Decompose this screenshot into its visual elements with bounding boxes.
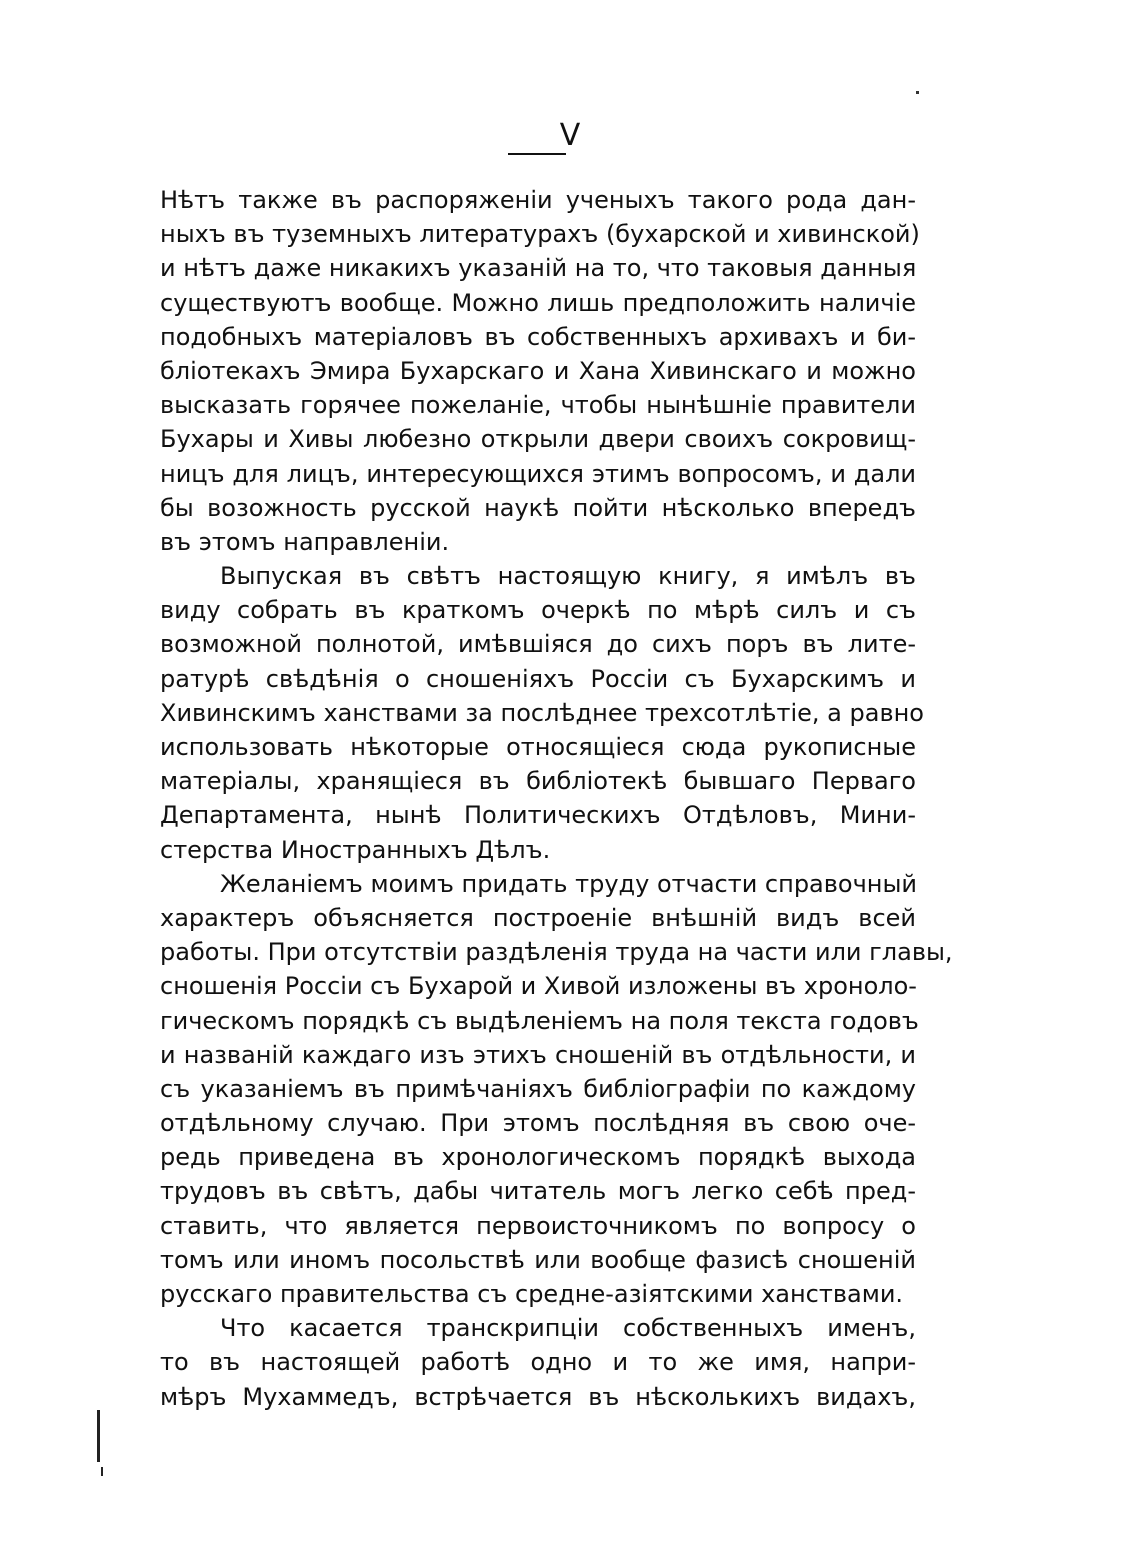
text-line: Хивинскимъ ханствами за послѣднее трехсотлѣтіе, а равно [160,698,924,727]
text-line: бліотекахъ Эмира Бухарскаго и Хана Хивинскаго и можно [160,356,916,385]
text-line: и нѣтъ даже никакихъ указаній на то, что таковыя данныя [160,254,917,283]
page-number: V [559,118,581,153]
text-line: существуютъ вообще. Можно лишь предположить наличіе [160,288,916,317]
text-line: ницъ для лицъ, интересующихся этимъ вопросомъ, и дали [160,459,916,488]
margin-scan-mark [97,1410,100,1462]
page-number-rule [508,153,566,155]
text-line: ратурѣ свѣдѣнія о сношеніяхъ Россіи съ Бухарскимъ и [160,664,916,693]
text-line: томъ или иномъ посольствѣ или вообще фазисѣ сношеній [160,1245,916,1274]
text-line: матеріалы, хранящіеся въ библіотекѣ бывшаго Перваго [160,767,916,796]
text-line: гическомъ порядкѣ съ выдѣленіемъ на поля текста годовъ [160,1006,919,1035]
text-line: Бухары и Хивы любезно открыли двери своихъ сокровищ- [160,425,916,454]
text-line: высказать горячее пожеланіе, чтобы нынѣшніе правители [160,391,916,420]
text-line: Что касается транскрипціи собственныхъ именъ, [220,1314,916,1343]
text-line: виду собрать въ краткомъ очеркѣ по мѣрѣ силъ и съ [160,596,916,625]
text-line: работы. При отсутствіи раздѣленія труда на части или главы, [160,938,953,967]
text-line: мѣръ Мухаммедъ, встрѣчается въ нѣсколькихъ видахъ, [160,1382,916,1411]
text-line: въ этомъ направленіи. [160,527,450,556]
text-line: Нѣтъ также въ распоряженіи ученыхъ такого рода дан- [160,186,916,214]
margin-scan-dot [101,1467,103,1476]
text-line: Желаніемъ моимъ придать труду отчасти справочный [220,869,918,898]
text-line: редь приведена въ хронологическомъ порядкѣ выхода [160,1143,916,1172]
text-line: трудовъ въ свѣтъ, дабы читатель могъ легко себѣ пред- [160,1177,916,1206]
text-line: ныхъ въ туземныхъ литературахъ (бухарской и хивинской) [160,220,920,249]
text-line: съ указаніемъ въ примѣчаніяхъ библіографіи по каждому [160,1074,916,1103]
text-line: бы возожность русской наукѣ пойти нѣсколько впередъ [160,493,916,522]
text-line: и названій каждаго изъ этихъ сношеній въ отдѣльности, и [160,1040,916,1069]
scan-speck [916,91,919,94]
text-line: подобныхъ матеріаловъ въ собственныхъ архивахъ и би- [160,322,916,351]
text-line: Выпуская въ свѣтъ настоящую книгу, я имѣлъ въ [220,562,916,591]
text-line: использовать нѣкоторые относящіеся сюда рукописные [160,733,916,761]
text-line: характеръ объясняется построеніе внѣшній видъ всей [160,903,916,932]
text-line: ставить, что является первоисточникомъ по вопросу о [160,1211,916,1240]
text-line: сношенія Россіи съ Бухарой и Хивой изложены въ хроноло- [160,972,917,1001]
text-line: то въ настоящей работѣ одно и то же имя, напри- [160,1348,916,1377]
text-line: русскаго правительства съ средне-азіятскими ханствами. [160,1280,904,1308]
text-line: возможной полнотой, имѣвшіяся до сихъ поръ въ лите- [160,630,916,659]
text-line: Департамента, нынѣ Политическихъ Отдѣловъ, Мини- [160,801,916,830]
text-line: стерства Иностранныхъ Дѣлъ. [160,835,551,864]
body-text [160,183,953,1414]
text-line: отдѣльному случаю. При этомъ послѣдняя въ свою оче- [160,1109,916,1138]
